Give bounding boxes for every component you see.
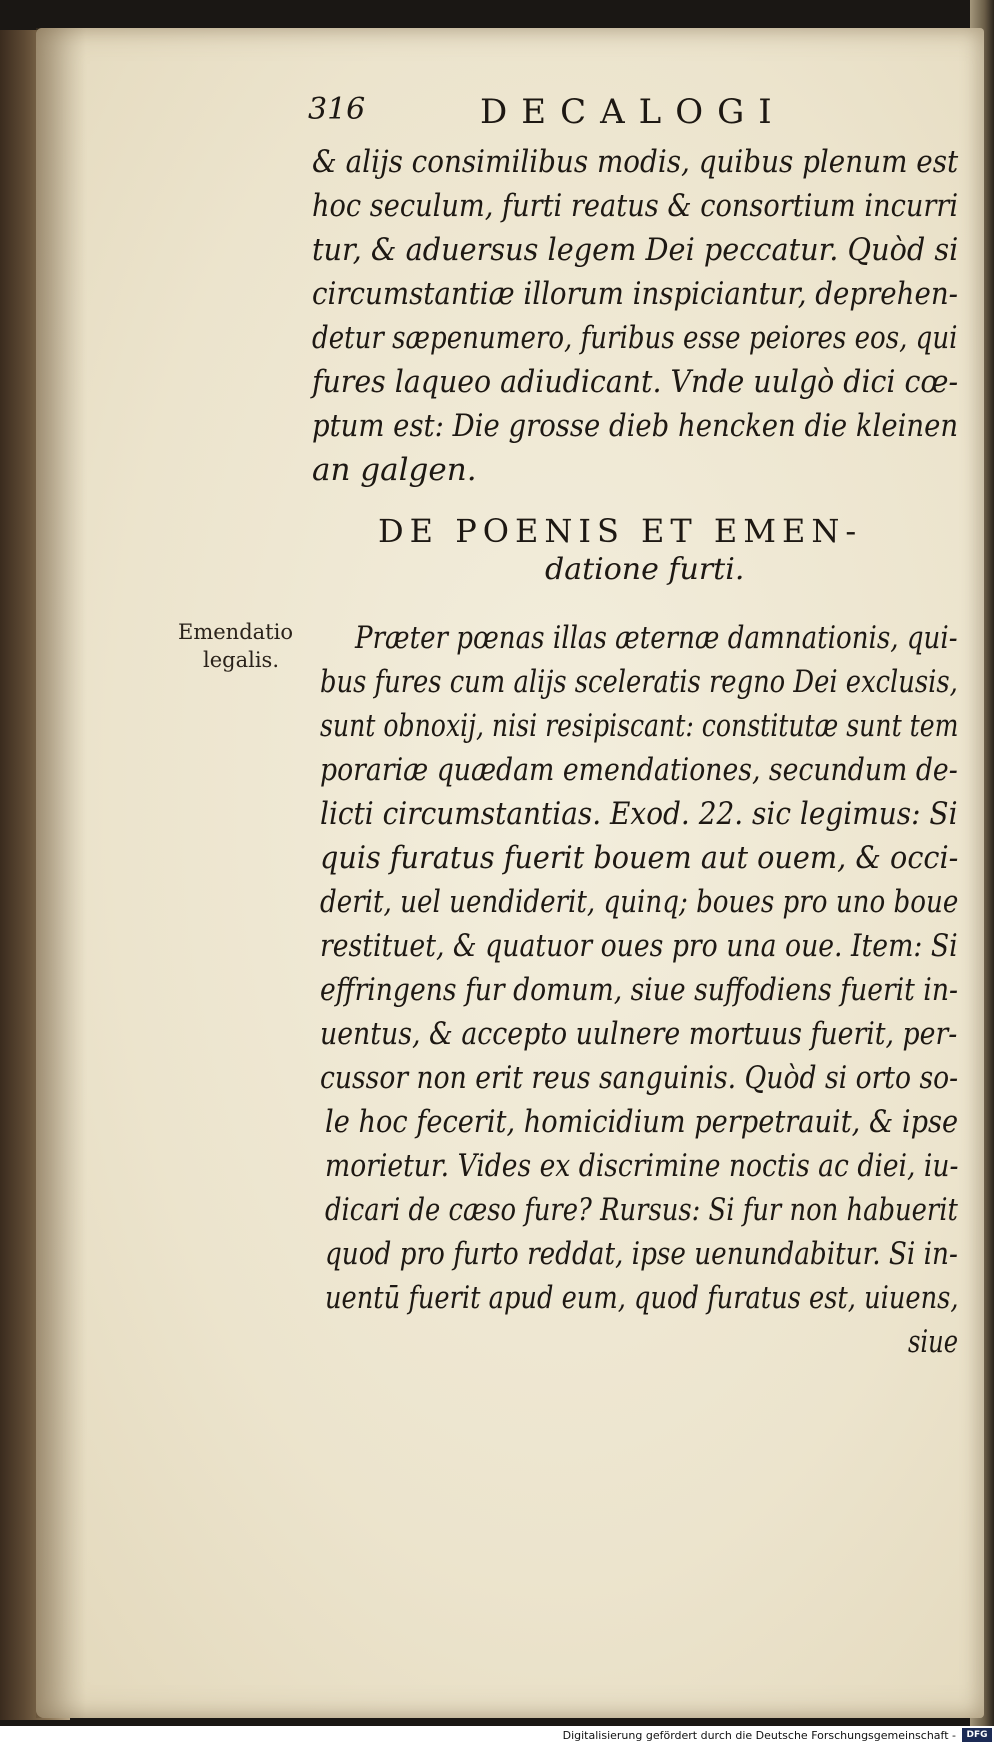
- body-line: le hoc fecerit, homicidium perpetrauit, & ipse: [325, 1104, 959, 1140]
- gutter-shadow: [36, 28, 86, 1718]
- margin-note-line: Emendatio: [178, 620, 293, 644]
- digitization-credit: Digitalisierung gefördert durch die Deutsche Forschungsgemeinschaft -: [562, 1729, 956, 1742]
- body-line: uentus, & accepto uulnere mortuus fuerit, per-: [320, 1016, 958, 1052]
- body-line: licti circumstantias. Exod. 22. sic legimus: Si: [320, 796, 958, 832]
- body-line: derit, uel uendiderit, quinq; boues pro uno boue: [320, 884, 959, 920]
- body-line: bus fures cum alijs sceleratis regno Dei exclusis,: [320, 664, 958, 700]
- body-line: quod pro furto reddat, ipse uenundabitur. Si in-: [325, 1236, 958, 1272]
- body-line: uentū fuerit apud eum, quod furatus est, uiuens,: [325, 1280, 959, 1316]
- body-line: ptum est: Die grosse dieb hencken die kleinen: [312, 408, 959, 444]
- body-line: Præter pœnas illas æternæ damnationis, qui-: [355, 620, 958, 656]
- page-number: 316: [308, 92, 366, 127]
- body-line: effringens fur domum, siue suffodiens fuerit in-: [320, 972, 958, 1008]
- body-line: detur sæpenumero, furibus esse peiores eos, qui: [312, 320, 958, 356]
- body-line: dicari de cæso fure? Rursus: Si fur non habuerit: [325, 1192, 958, 1228]
- body-line: hoc seculum, furti reatus & consortium incurri: [312, 188, 959, 224]
- body-line: an galgen.: [312, 452, 477, 488]
- body-line: restituet, & quatuor oues pro una oue. Item: Si: [320, 928, 958, 964]
- section-heading: DE POENIS ET EMEN-: [378, 512, 863, 550]
- section-subheading: datione furti.: [545, 552, 745, 587]
- body-line: circumstantiæ illorum inspiciantur, deprehen-: [312, 276, 958, 312]
- body-line: tur, & aduersus legem Dei peccatur. Quòd si: [312, 232, 959, 268]
- catchword: siue: [908, 1324, 959, 1360]
- body-line: fures laqueo adiudicant. Vnde uulgò dici cœ-: [312, 364, 959, 400]
- body-line: cussor non erit reus sanguinis. Quòd si orto so-: [320, 1060, 959, 1096]
- body-line: porariæ quædam emendationes, secundum de-: [320, 752, 958, 788]
- body-line: morietur. Vides ex discrimine noctis ac diei, iu-: [325, 1148, 959, 1184]
- body-line: sunt obnoxij, nisi resipiscant: constitutæ sunt tem: [320, 708, 959, 744]
- body-line: quis furatus fuerit bouem aut ouem, & occi-: [320, 840, 959, 876]
- dfg-logo: DFG: [962, 1728, 992, 1742]
- running-head: DECALOGI: [480, 92, 786, 132]
- body-line: & alijs consimilibus modis, quibus plenum est: [312, 144, 959, 180]
- margin-note-line: legalis.: [203, 648, 279, 672]
